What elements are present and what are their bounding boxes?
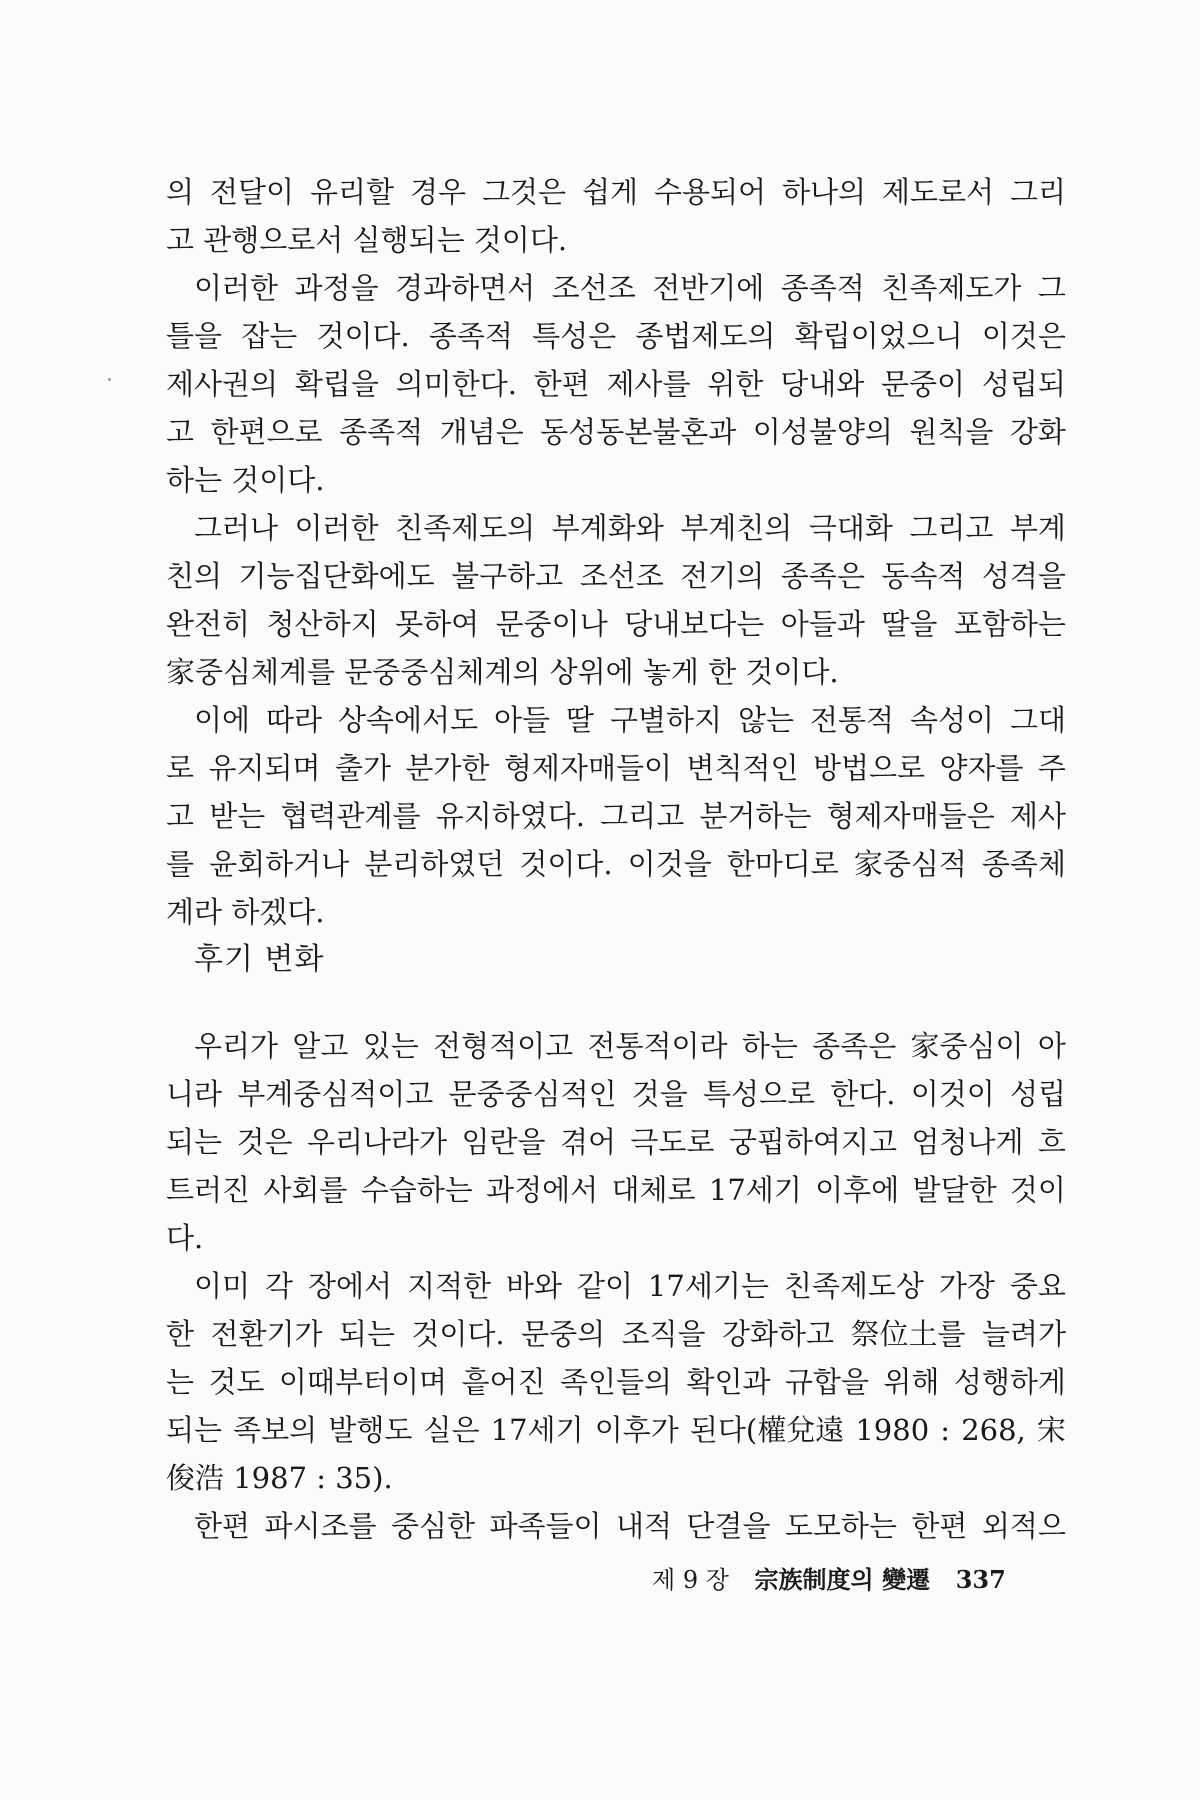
text-line: 제사권의 확립을 의미한다. 한편 제사를 위한 당내와 문중이 성립되 [166,367,1066,401]
text-line: 고 한편으로 종족적 개념은 동성동본불혼과 이성불양의 원칙을 강화 [166,415,1066,449]
body-text-lower [166,1022,1066,1550]
body-text-upper [166,168,1066,936]
text-line: 는 것도 이때부터이며 흩어진 족인들의 확인과 규합을 위해 성행하게 [166,1365,1066,1399]
text-line: 이에 따라 상속에서도 아들 딸 구별하지 않는 전통적 속성이 그대 [194,703,1066,737]
text-line: 이러한 과정을 경과하면서 조선조 전반기에 종족적 친족제도가 그 [194,271,1066,305]
text-line: 한편 파시조를 중심한 파족들이 내적 단결을 도모하는 한편 외적으 [194,1509,1066,1543]
text-line: 고 관행으로서 실행되는 것이다. [166,223,568,257]
text-line: 그러나 이러한 친족제도의 부계화와 부계친의 극대화 그리고 부계 [194,511,1066,545]
text-line: 틀을 잡는 것이다. 종족적 특성은 종법제도의 확립이었으니 이것은 [166,319,1066,353]
text-line: 로 유지되며 출가 분가한 형제자매들이 변칙적인 방법으로 양자를 주 [166,751,1066,785]
text-line: 완전히 청산하지 못하여 문중이나 당내보다는 아들과 딸을 포함하는 [166,607,1066,641]
text-line: 우리가 알고 있는 전형적이고 전통적이라 하는 종족은 家중심이 아 [194,1029,1066,1063]
text-line: 家중심체계를 문중중심체계의 상위에 놓게 한 것이다. [166,655,839,689]
text-line: 이미 각 장에서 지적한 바와 같이 17세기는 친족제도상 가장 중요 [194,1269,1066,1303]
section-heading: 후기 변화 [194,942,325,977]
text-line: 를 윤회하거나 분리하였던 것이다. 이것을 한마디로 家중심적 종족체 [166,847,1066,881]
text-line: 니라 부계중심적이고 문중중심적인 것을 특성으로 한다. 이것이 성립 [166,1077,1066,1111]
text-line: 되는 족보의 발행도 실은 17세기 이후가 된다(權兌遠 1980 : 268, 宋 [166,1413,1066,1447]
footer-chapter: 제 9 장 [652,1566,729,1594]
text-line: 친의 기능집단화에도 불구하고 조선조 전기의 종족은 동속적 성격을 [166,559,1066,593]
scan-speck [108,378,111,381]
text-line: 되는 것은 우리나라가 임란을 겪어 극도로 궁핍하여지고 엄청나게 흐 [166,1125,1066,1159]
text-line: 俊浩 1987 : 35). [166,1461,393,1495]
text-line: 하는 것이다. [166,463,325,497]
footer-title: 宗族制度의 變遷 [754,1565,931,1594]
text-line: 트러진 사회를 수습하는 과정에서 대체로 17세기 이후에 발달한 것이 [166,1173,1066,1207]
text-line: 고 받는 협력관계를 유지하였다. 그리고 분거하는 형제자매들은 제사 [166,799,1066,833]
page-number: 337 [955,1565,1006,1594]
text-line: 계라 하겠다. [166,895,325,929]
running-footer [652,1560,1006,1600]
text-line: 다. [166,1221,204,1255]
text-line: 의 전달이 유리할 경우 그것은 쉽게 수용되어 하나의 제도로서 그리 [166,175,1066,209]
text-line: 한 전환기가 되는 것이다. 문중의 조직을 강화하고 祭位土를 늘려가 [166,1317,1066,1351]
